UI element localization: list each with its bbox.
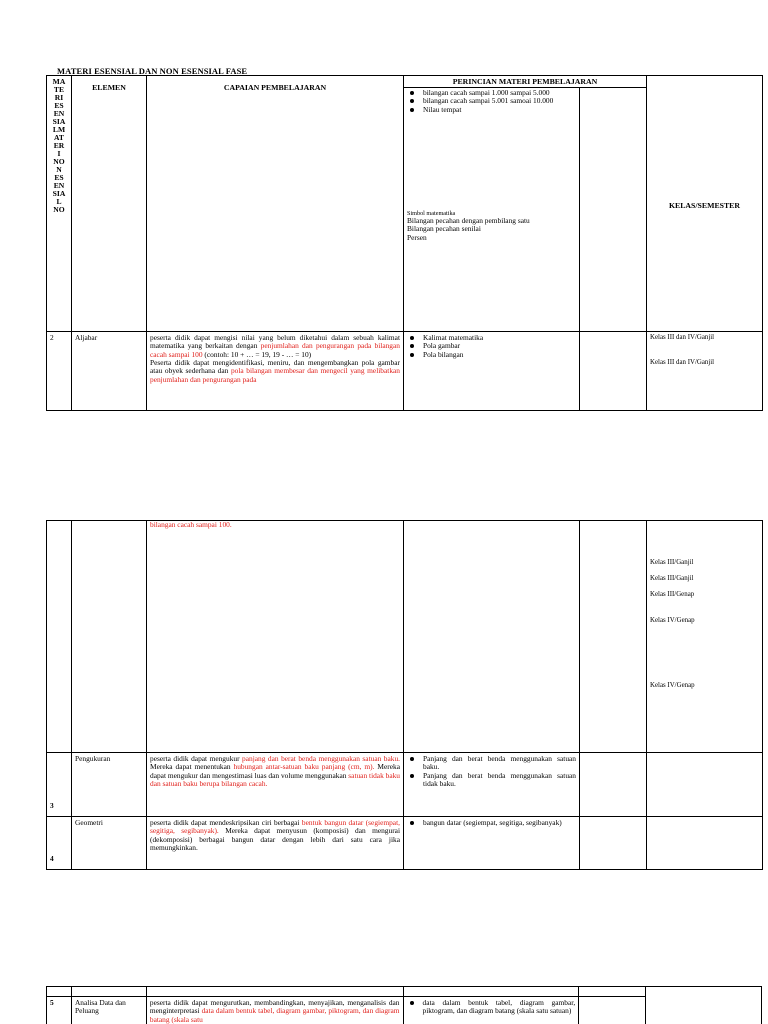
list-item: data dalam bentuk tabel, diagram gambar, piktogram, dan diagram batang (skala satu satuan) xyxy=(407,999,576,1016)
list-item: bangun datar (segiempat, segitiga, segibanyak) xyxy=(407,819,576,827)
row4-kelas xyxy=(647,817,763,870)
row3-materi xyxy=(404,753,580,817)
page-3-clip xyxy=(46,986,762,1024)
simbol-line: Bilangan pecahan senilai xyxy=(407,224,481,234)
row2-cp-text-2: Peserta didik dapat mengidentifikasi, meniru, dan mengembangkan pola gambar atau obyek sederhana dan xyxy=(150,358,400,376)
header-no-fragment: SIA xyxy=(52,116,66,126)
cont-capaian-text: bilangan cacah sampai 100. xyxy=(150,520,232,529)
row2-cp-text: peserta didik dapat mengisi nilai yang belum diketahui dalam sebuah kalimat matematika yang berkaitan dengan xyxy=(150,333,400,351)
table-row-2 xyxy=(47,332,763,411)
header-no-fragment: EN xyxy=(53,108,65,118)
row4-materi xyxy=(404,817,580,870)
header-no-vertical xyxy=(47,76,72,332)
table-row-4 xyxy=(47,817,763,870)
header-no-fragment: LM xyxy=(52,124,66,134)
header-no-fragment: NO xyxy=(53,156,65,166)
header-no-fragment: RI xyxy=(54,92,64,102)
header-no-fragment: TE xyxy=(53,84,65,94)
cont-kelas xyxy=(647,521,763,753)
header-perincian: PERINCIAN MATERI PEMBELAJARAN xyxy=(452,77,598,86)
row2-cp-highlight-2: pola bilangan membesar dan mengecil yang melibatkan penjumlahan dan pengurangan pada xyxy=(150,366,400,384)
row3-no: 3 xyxy=(47,753,72,817)
header-no-fragment: L xyxy=(56,196,62,206)
cont-no xyxy=(47,521,72,753)
header-kelas: KELAS/SEMESTER xyxy=(647,76,763,332)
cont-kelas-3: Kelas III/Genap xyxy=(650,590,695,598)
row3-empty xyxy=(580,753,647,817)
row3-kelas xyxy=(647,753,763,817)
cont-materi xyxy=(404,521,580,753)
row5-elemen: Analisa Data dan Peluang xyxy=(71,997,146,1024)
row2-materi xyxy=(404,332,580,411)
cont-kelas-2: Kelas III/Ganjil xyxy=(650,574,694,582)
list-item: Panjang dan berat benda menggunakan satuan tidak baku. xyxy=(407,772,576,789)
header-elemen: ELEMEN xyxy=(72,76,147,332)
cont-capaian xyxy=(147,521,404,753)
header-no-fragment: ES xyxy=(54,172,64,182)
header-perincian-cell xyxy=(404,76,647,332)
list-item: Panjang dan berat benda menggunakan satuan baku. xyxy=(407,755,576,772)
row1-simbol-lines xyxy=(407,217,576,242)
row2-empty xyxy=(580,332,647,411)
list-item: bilangan cacah sampai 5.001 samoai 10.000 xyxy=(407,97,576,105)
row1-simbol-label: Simbol matematika xyxy=(407,210,456,218)
list-item: Pola bilangan xyxy=(407,351,576,359)
header-no-fragment: EN xyxy=(53,180,65,190)
materi-table-page-3 xyxy=(46,986,762,1024)
row4-elemen: Geometri xyxy=(72,817,147,870)
row1-materi-list xyxy=(407,89,576,114)
header-no-fragment: AT xyxy=(54,132,64,142)
row2-cp-highlight: penjumlahan dan pengurangan pada bilangan cacah sampai 100 xyxy=(150,341,400,359)
header-capaian: CAPAIAN PEMBELAJARAN xyxy=(147,76,404,332)
cont-kelas-5: Kelas IV/Genap xyxy=(650,682,695,690)
row1-materi xyxy=(404,88,580,331)
header-no-fragment: NO xyxy=(53,204,65,214)
header-no-fragment: ES xyxy=(54,100,64,110)
header-no-fragment: ER xyxy=(53,140,65,150)
list-item: bilangan cacah sampai 1.000 sampai 5.000 xyxy=(407,89,576,97)
row1-empty xyxy=(580,88,646,331)
list-item: Pola gambar xyxy=(407,342,576,350)
list-item: Kalimat matematika xyxy=(407,334,576,342)
cont-empty xyxy=(580,521,647,753)
row5-no: 5 xyxy=(47,997,72,1024)
row3-capaian: peserta didik dapat mengukur panjang dan berat benda menggunakan satuan baku. Mereka dapat menentukan hubungan antar-satuan baku panjang (cm, m). Mereka dapat mengukur dan mengestimasi luas dan volume menggunakan satuan tidak baku dan satuan baku berupa bilangan cacah. xyxy=(147,753,404,817)
row4-capaian: peserta didik dapat mendeskripsikan ciri berbagai bentuk bangun datar (segiempat, segitiga, segibanyak). Mereka dapat menyusun (komposisi) dan mengurai (dekomposisi) berbagai bangun datar dengan lebih dari satu cara jika memungkinkan. xyxy=(147,817,404,870)
cont-elemen xyxy=(72,521,147,753)
row2-capaian xyxy=(147,332,404,411)
cont-kelas-4: Kelas IV/Genap xyxy=(650,617,695,625)
row2-kelas-1: Kelas III dan IV/Ganjil xyxy=(650,334,715,341)
row4-no: 4 xyxy=(47,817,72,870)
list-item: Nilau tempat xyxy=(407,106,576,114)
row5-materi xyxy=(403,997,579,1024)
materi-table-page-2 xyxy=(46,520,763,870)
simbol-line: Persen xyxy=(407,232,427,242)
row2-cp-example: (contoh: 10 + … = 19, 19 - … = 10) xyxy=(202,349,312,359)
header-no-fragment: MA xyxy=(52,77,66,86)
table-header-row xyxy=(47,76,763,332)
row5-capaian: peserta didik dapat mengurutkan, membandingkan, menyajikan, menganalisis dan menginterpretasi data dalam bentuk tabel, diagram gambar, piktogram, dan diagram batang (skala satu xyxy=(146,997,403,1024)
cont-kelas-1: Kelas III/Ganjil xyxy=(650,559,694,566)
simbol-line: Bilangan pecahan dengan pembilang satu xyxy=(407,216,530,226)
table-row-3 xyxy=(47,753,763,817)
row4-empty xyxy=(580,817,647,870)
row2-elemen: Aljabar xyxy=(72,332,147,411)
row2-no: 2 xyxy=(47,332,72,411)
page3-top-row xyxy=(47,987,762,997)
continued-row xyxy=(47,521,763,753)
materi-table-page-1 xyxy=(46,75,763,411)
row5-empty xyxy=(579,997,646,1024)
header-no-fragment: N xyxy=(56,164,62,174)
document-title: MATERI ESENSIAL DAN NON ESENSIAL FASE xyxy=(57,66,248,76)
row2-kelas-2: Kelas III dan IV/Ganjil xyxy=(650,358,715,366)
row2-kelas xyxy=(647,332,763,411)
row3-elemen: Pengukuran xyxy=(72,753,147,817)
header-no-fragment: I xyxy=(57,148,61,158)
header-no-fragment: SIA xyxy=(52,188,66,198)
